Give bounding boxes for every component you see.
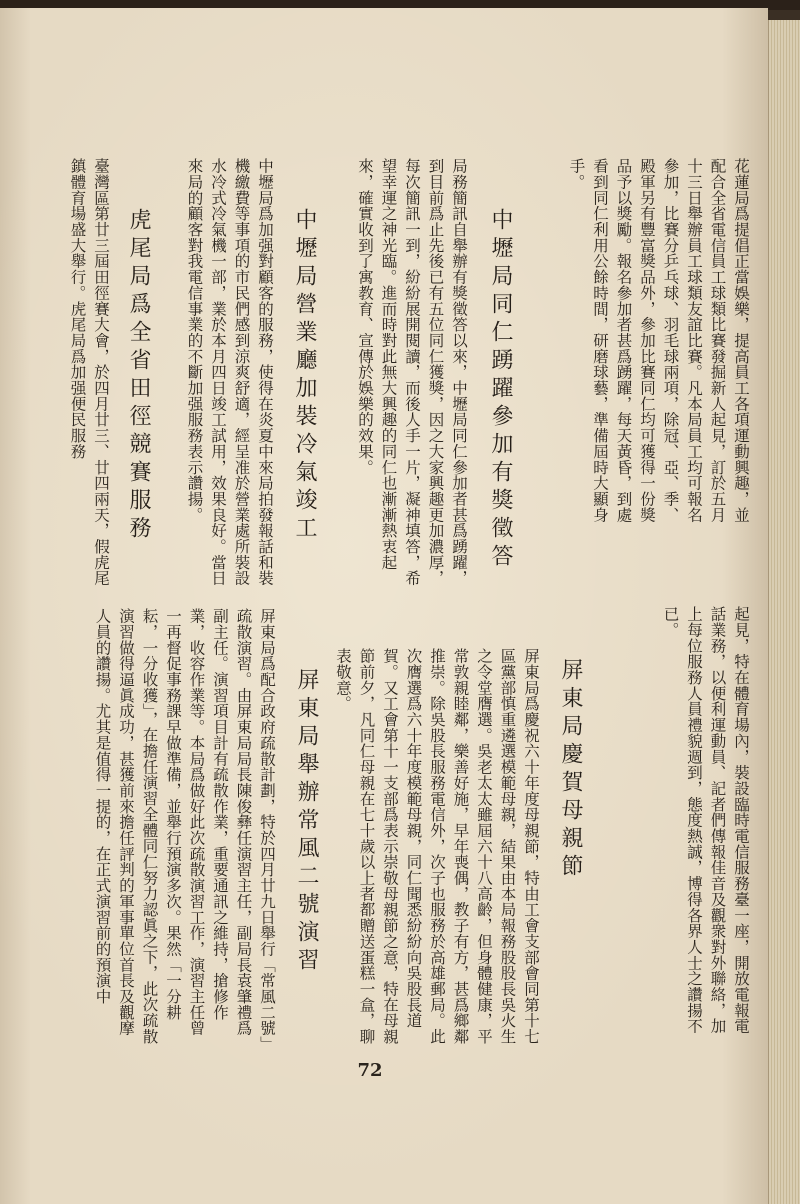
article-zhongli-quiz-body: 局務簡訊自舉辦有獎徵答以來，中壢局同仁參加者甚爲踴躍，到目前爲止先後已有五位同仁獲獎，因之大家興趣更加濃厚，每次簡訊一到，紛紛展開閱讀，而後人手一片，凝神填答，希望幸運之神光臨。進而時對此無大興趣的同仁也漸漸熱衷起來，確實收到了寓教育、宣傳於娛樂的效果。 bbox=[356, 158, 468, 586]
article-pingtung-mothers-day-body: 屏東局爲慶祝六十年度母親節，特由工會支部會同第十七區黨部慎重遴選模範母親，結果由本局報務股股長吳火生之令堂膺選。吳老太太雖屆六十八高齡，但身體健康，平常敦親睦鄰，樂善好施，早年喪偶，教子有方，甚爲鄉鄰推崇。除吳股長服務電信外，次子也服務於高雄郵局。此次膺選爲六十年度模範母親，同仁聞悉紛紛向吳股長道賀。又工會第十一支部爲表示崇敬母親節之意，特在母親節前夕，凡同仁母親在七十歲以上者都贈送蛋糕一盒，聊表敬意。 bbox=[334, 648, 540, 1045]
article-pingtung-drill-body: 屏東局爲配合政府疏散計劃，特於四月廿九日舉行「常風二號」疏散演習。由屏東局局長陳俊彝任演習主任，副局長袁肇禮爲副主任。演習項目計有疏散作業，重要通訊之維持，搶修作業，收容作業等。本局爲做好此次疏散演習工作，演習主任曾一再督促事務課早做準備，並舉行預演多次。果然「一分耕耘，一分收獲」，在擔任演習全體同仁努力認眞之下，此次疏散演習做得逼眞成功，甚獲前來擔任評判的軍事單位首長及觀摩人員的讚揚。尤其是值得一提的，在正式演習前的預演中 bbox=[93, 608, 276, 1045]
article-heading-huwei: 虎尾局爲全省田徑競賽服務 bbox=[126, 208, 151, 544]
article-huwei-body: 臺灣區第廿三屆田徑賽大會，於四月廿三、廿四兩天，假虎尾鎮體育場盛大舉行。虎尾局爲加强便民服務 bbox=[68, 158, 110, 586]
article-hualien-body: 花蓮局爲提倡正當娛樂，提高員工各項運動興趣，並配合全省電信員工球類比賽發掘新人起見，訂於五月十三日舉辦員工球類友誼比賽。凡本局員工均可報名參加，比賽分乒乓球、羽毛球兩項，除冠、亞、季、殿軍另有豐富獎品外，參加比賽同仁均可獲得一份獎品予以獎勵。報名參加者甚爲踴躍，每天黃昏，到處看到同仁利用公餘時間，研磨球藝，準備屆時大顯身手。 bbox=[567, 158, 750, 523]
article-heading-zhongli-aircon: 中壢局營業廳加裝冷氣竣工 bbox=[292, 208, 317, 544]
page bbox=[0, 8, 768, 1204]
article-huwei-continued: 起見，特在體育場內，裝設臨時電信服務臺一座，開放電報電話業務，以便利運動員、記者們傳報佳音及觀衆對外聯絡，加上每位服務人員禮貌週到，態度熱誠，博得各界人士之讚揚不已。 bbox=[661, 606, 750, 1034]
article-heading-zhongli-quiz: 中壢局同仁踴躍參加有獎徵答 bbox=[488, 208, 513, 572]
page-number: 72 bbox=[357, 1060, 383, 1081]
article-zhongli-aircon-body: 中壢局爲加强對顧客的服務，使得在炎夏中來局拍發報話和裝機繳費等事項的市民們感到涼爽舒適，經呈准於營業處所裝設水冷式冷氣機一部，業於本月四日竣工試用，效果良好。當日來局的顧客對我電信事業的不斷加强服務表示讚揚。 bbox=[185, 158, 274, 586]
page-stack-edge bbox=[768, 20, 800, 1204]
article-heading-pingtung-mothers-day: 屏東局慶賀母親節 bbox=[558, 658, 583, 882]
article-heading-pingtung-drill: 屏東局舉辦常風二號演習 bbox=[294, 668, 319, 976]
